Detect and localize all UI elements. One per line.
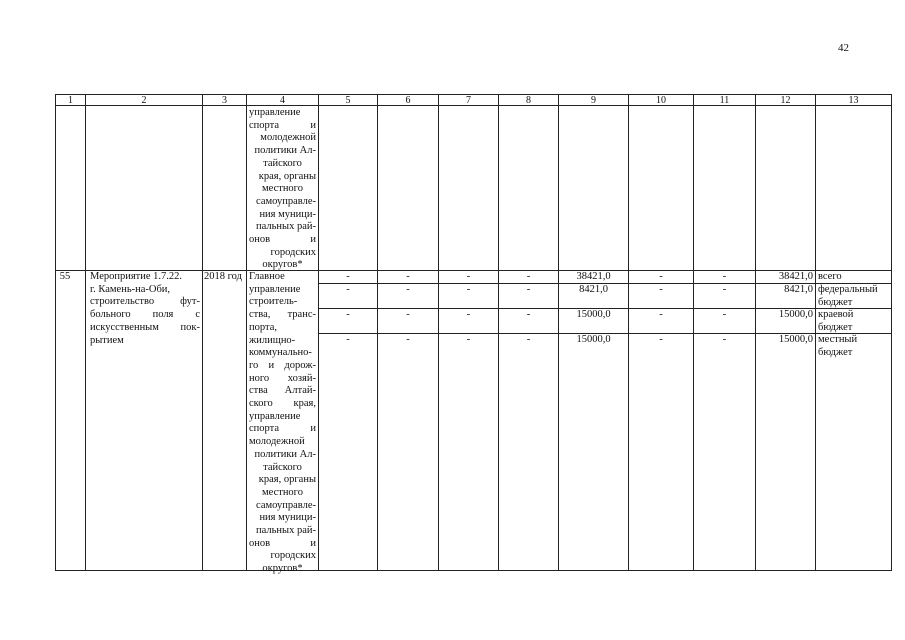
cell-c7-federal: -	[466, 284, 471, 295]
col-header-1: 1	[68, 95, 73, 106]
cell-c7-regional: -	[466, 309, 471, 320]
text-line: порта,	[249, 321, 277, 333]
text-line: округов*	[262, 563, 303, 575]
cell-c10-total: -	[659, 271, 663, 282]
text-line: го и дорож-	[249, 359, 316, 371]
event-executor	[249, 271, 316, 576]
text-line: всего	[818, 271, 842, 282]
text-line: молодежной	[260, 132, 316, 144]
page-number: 42	[838, 42, 849, 54]
cell-c11-federal: -	[722, 284, 727, 295]
cell-c12-regional: 15000,0	[778, 309, 813, 320]
text-line: Главное	[249, 271, 285, 282]
continuation-executor	[249, 107, 316, 272]
cell-c11-local: -	[722, 334, 727, 345]
text-line: ния муници-	[259, 512, 316, 524]
text-line: бюджет	[818, 296, 853, 308]
text-line: г. Камень-на-Оби,	[90, 283, 171, 295]
row-number: 55	[59, 271, 71, 282]
cell-c12-local: 15000,0	[778, 334, 813, 345]
cell-c13-federal	[818, 284, 890, 309]
cell-c10-federal: -	[659, 284, 663, 295]
text-line: молодежной	[249, 436, 305, 448]
cell-c5-federal: -	[346, 284, 350, 295]
text-line: политики Ал-	[254, 448, 316, 460]
cell-c9-total: 38421,0	[576, 271, 611, 282]
text-line: городских	[270, 246, 316, 258]
cell-c13-total	[818, 271, 890, 284]
cell-c10-regional: -	[659, 309, 663, 320]
text-line: ства, транс-	[249, 309, 316, 321]
cell-c9-regional: 15000,0	[576, 309, 611, 320]
cell-c9-federal: 8421,0	[579, 284, 608, 295]
text-line: городских	[270, 550, 316, 562]
text-line: рытием	[90, 334, 124, 346]
col-header-7: 7	[466, 95, 471, 106]
text-line: тайского	[263, 157, 302, 169]
col-header-9: 9	[591, 95, 596, 106]
cell-c5-total: -	[346, 271, 350, 282]
text-line: спорта и	[249, 119, 316, 131]
col-header-6: 6	[405, 95, 411, 106]
col-header-11: 11	[719, 95, 730, 106]
text-line: больного поля с	[90, 309, 200, 321]
text-line: управление	[249, 283, 301, 295]
text-line: политики Ал-	[254, 145, 316, 157]
cell-c6-local: -	[406, 334, 410, 345]
cell-c6-federal: -	[406, 284, 410, 295]
cell-c10-local: -	[659, 334, 663, 345]
text-line: ства Алтай-	[249, 385, 316, 397]
col-header-8: 8	[526, 95, 531, 106]
cell-c7-total: -	[466, 271, 471, 282]
cell-c8-local: -	[526, 334, 531, 345]
col-header-4: 4	[280, 95, 285, 106]
text-line: самоуправле-	[256, 195, 316, 207]
cell-c13-regional	[818, 309, 890, 334]
text-line: Мероприятие 1.7.22.	[90, 271, 183, 282]
text-line: спорта и	[249, 423, 316, 435]
text-line: краевой	[818, 309, 854, 320]
text-line: пальных рай-	[256, 221, 316, 233]
cell-c8-regional: -	[526, 309, 531, 320]
cell-c8-total: -	[526, 271, 531, 282]
text-line: управление	[249, 410, 301, 422]
event-year: 2018 год	[204, 271, 242, 282]
text-line: самоуправле-	[256, 499, 316, 511]
cell-c12-total: 38421,0	[778, 271, 813, 282]
text-line: управление	[249, 107, 301, 118]
text-line: местный	[818, 334, 858, 345]
text-line: округов*	[262, 259, 303, 271]
col-header-5: 5	[345, 95, 351, 106]
text-line: строительство фут-	[90, 296, 200, 308]
cell-c6-regional: -	[406, 309, 410, 320]
text-line: местного	[262, 486, 303, 498]
text-line: края, органы	[258, 474, 316, 486]
text-line: искусственным пок-	[90, 321, 200, 333]
col-header-12: 12	[780, 95, 791, 106]
text-line: ского края,	[249, 398, 316, 410]
event-name	[90, 271, 200, 347]
text-line: строитель-	[249, 296, 298, 308]
cell-c13-local	[818, 334, 890, 359]
col-header-3: 3	[222, 95, 227, 106]
text-line: онов и	[249, 537, 316, 549]
cell-c11-total: -	[722, 271, 727, 282]
text-line: бюджет	[818, 346, 853, 358]
text-line: пальных рай-	[256, 525, 316, 537]
text-line: федеральный	[818, 284, 878, 295]
cell-c8-federal: -	[526, 284, 531, 295]
text-line: коммунально-	[249, 347, 312, 359]
cell-c9-local: 15000,0	[576, 334, 611, 345]
text-line: онов и	[249, 234, 316, 246]
text-line: бюджет	[818, 321, 853, 333]
col-header-13: 13	[848, 95, 859, 106]
cell-c11-regional: -	[722, 309, 727, 320]
cell-c6-total: -	[406, 271, 410, 282]
cell-c7-local: -	[466, 334, 471, 345]
text-line: местного	[262, 183, 303, 195]
cell-c5-regional: -	[346, 309, 350, 320]
cell-c5-local: -	[346, 334, 350, 345]
col-header-2: 2	[141, 95, 147, 106]
text-line: ного хозяй-	[249, 372, 316, 384]
text-line: ния муници-	[259, 208, 316, 220]
text-line: тайского	[263, 461, 302, 473]
cell-c12-federal: 8421,0	[784, 284, 813, 295]
text-line: жилищно-	[249, 334, 296, 346]
col-header-10: 10	[656, 95, 666, 106]
text-line: края, органы	[258, 170, 316, 182]
